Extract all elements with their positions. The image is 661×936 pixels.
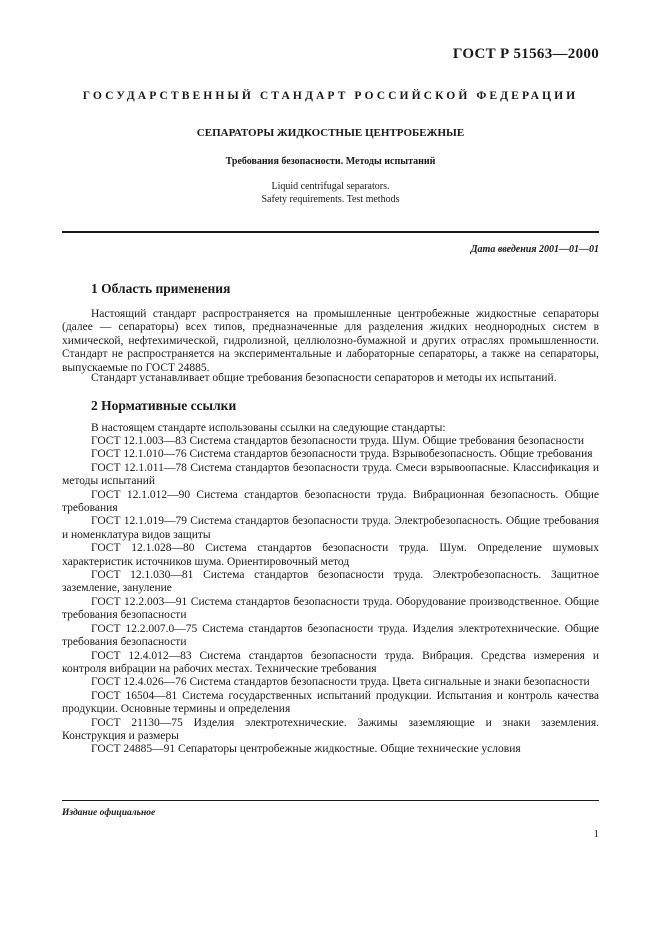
reference-item: ГОСТ 12.2.003—91 Система стандартов безопасности труда. Оборудование производственное. Общие требования безопасности bbox=[62, 595, 599, 622]
reference-item: ГОСТ 16504—81 Система государственных испытаний продукции. Испытания и контроль качества продукции. Основные термины и определения bbox=[62, 689, 599, 716]
date-introduced: Дата введения 2001—01—01 bbox=[470, 244, 599, 255]
state-standard-header: ГОСУДАРСТВЕННЫЙ СТАНДАРТ РОССИЙСКОЙ ФЕДЕРАЦИИ bbox=[82, 89, 579, 102]
english-title bbox=[62, 180, 599, 206]
reference-item: ГОСТ 12.1.028—80 Система стандартов безопасности труда. Шум. Определение шумовых характеристик источников шума. Ориентировочный метод bbox=[62, 542, 599, 568]
reference-item: ГОСТ 12.1.010—76 Система стандартов безопасности труда. Взрывобезопасность. Общие требования bbox=[91, 448, 593, 461]
reference-item: ГОСТ 12.1.019—79 Система стандартов безопасности труда. Электробезопасность. Общие требования и номенклатура видов защиты bbox=[62, 515, 599, 541]
document-title: СЕПАРАТОРЫ ЖИДКОСТНЫЕ ЦЕНТРОБЕЖНЫЕ bbox=[196, 127, 465, 139]
reference-item: ГОСТ 12.2.007.0—75 Система стандартов безопасности труда. Изделия электротехнические. Общие требования безопасности bbox=[62, 622, 599, 649]
section-2-heading: 2 Нормативные ссылки bbox=[91, 398, 237, 413]
english-title-line-2: Safety requirements. Test methods bbox=[261, 194, 400, 205]
reference-list bbox=[62, 435, 599, 757]
footer-divider bbox=[62, 800, 599, 801]
section-2-intro: В настоящем стандарте использованы ссылки на следующие стандарты: bbox=[91, 422, 446, 434]
reference-item: ГОСТ 12.4.026—76 Система стандартов безопасности труда. Цвета сигнальные и знаки безопасности bbox=[91, 676, 590, 689]
english-title-line-1: Liquid centrifugal separators. bbox=[271, 181, 390, 192]
reference-item: ГОСТ 21130—75 Изделия электротехнические. Зажимы заземляющие и знаки заземления. Конструкция и размеры bbox=[62, 716, 599, 742]
section-1-heading: 1 Область применения bbox=[91, 281, 231, 296]
title-divider bbox=[62, 231, 599, 233]
section-1-paragraph-1: Настоящий стандарт распространяется на промышленные центробежные жидкостные сепараторы (далее — сепараторы) всех типов, предназначенные для разделения жидких неоднородных систем в химической, нефтехимической, гидролизной, целлюлозно-бумажной и других отраслях промышленности. Стандарт не распространяется на экспериментальные и лабораторные сепараторы, а также на сепараторы, выпускаемые по ГОСТ 24885. bbox=[62, 308, 599, 374]
reference-item: ГОСТ 12.1.003—83 Система стандартов безопасности труда. Шум. Общие требования безопасности bbox=[91, 435, 584, 447]
section-1-paragraph-2: Стандарт устанавливает общие требования безопасности сепараторов и методы их испытаний. bbox=[91, 372, 557, 384]
document-subtitle: Требования безопасности. Методы испытаний bbox=[225, 156, 436, 167]
edition-label: Издание официальное bbox=[62, 808, 156, 818]
page-number: 1 bbox=[593, 828, 599, 840]
reference-item: ГОСТ 12.4.012—83 Система стандартов безопасности труда. Вибрация. Средства измерения и контроля вибрации на рабочих местах. Технические требования bbox=[62, 649, 599, 675]
reference-item: ГОСТ 12.1.030—81 Система стандартов безопасности труда. Электробезопасность. Защитное заземление, зануление bbox=[62, 569, 599, 595]
reference-item: ГОСТ 12.1.011—78 Система стандартов безопасности труда. Смеси взрывоопасные. Классификация и методы испытаний bbox=[62, 461, 599, 488]
standard-code: ГОСТ Р 51563—2000 bbox=[452, 46, 599, 62]
reference-item: ГОСТ 12.1.012—90 Система стандартов безопасности труда. Вибрационная безопасность. Общие требования bbox=[62, 488, 599, 515]
reference-item: ГОСТ 24885—91 Сепараторы центробежные жидкостные. Общие технические условия bbox=[91, 743, 521, 756]
